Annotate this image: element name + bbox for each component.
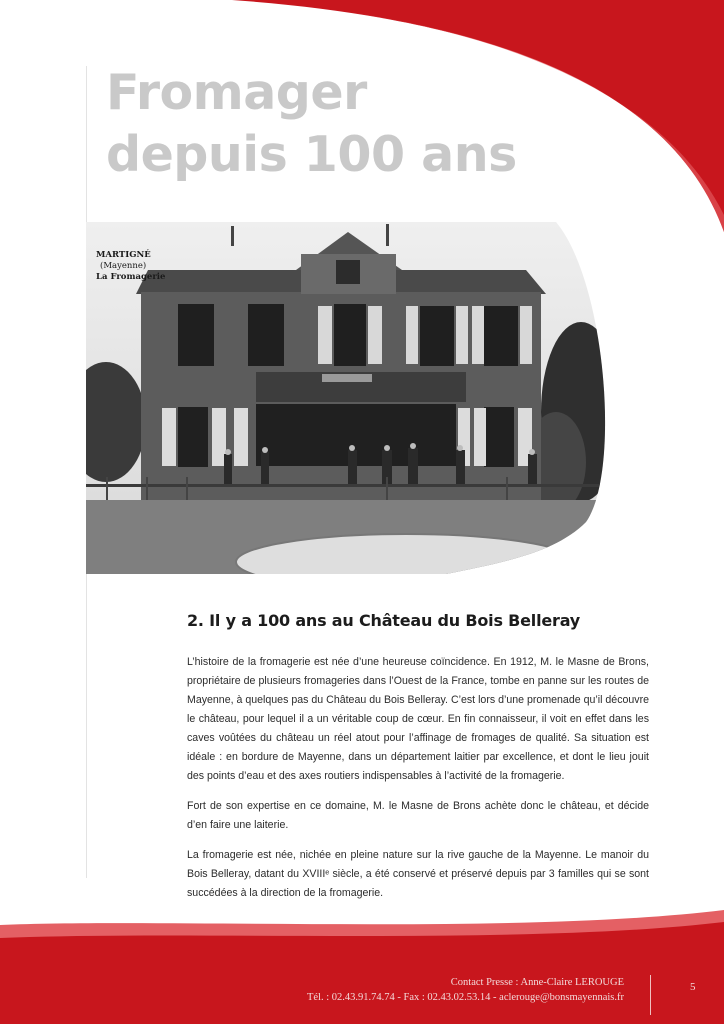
footer-divider	[650, 975, 651, 1015]
paragraph-purchase: Fort de son expertise en ce domaine, M. le Masne de Brons achète donc le château, et décide d’en faire une laiterie.	[187, 800, 649, 831]
photo-caption-region: (Mayenne)	[100, 261, 147, 271]
footer-red-band	[0, 922, 724, 1024]
paragraph-history: L’histoire de la fromagerie est née d’une heureuse coïncidence. En 1912, M. le Masne de Brons, propriétaire de plusieurs fromageries dans l’Ouest de la France, tombe en panne sur les routes de Mayenne, à quelques pas du Château du Bois Belleray. C’est lors d’une promenade qu’il découvre le château, pour lequel il a un véritable coup de cœur. En fin connaisseur, il voit en effet dans les caves voûtées du château un réel atout pour l’affinage de fromages de qualité. Sa situation est idéale : en bordure de Mayenne, dans un département laitier par excellence, et dont le lieu jouit des points d’eau et des axes routiers indispensables à l’activité de la fromagerie.	[187, 656, 649, 782]
photo-caption-subject: La Fromagerie	[96, 272, 166, 282]
page-title-line-2: depuis 100 ans	[106, 126, 517, 183]
page-title	[106, 62, 517, 186]
page-number: 5	[690, 981, 696, 993]
section-heading: 2. Il y a 100 ans au Château du Bois Belleray	[187, 611, 581, 630]
historic-chateau-photo	[86, 222, 612, 574]
paragraph-founding: La fromagerie est née, nichée en pleine nature sur la rive gauche de la Mayenne. Le manoir du Bois Belleray, datant du XVIIIᵉ siècle, a été conservé et préservé depuis par 3 familles qui se sont succédées à la direction de la fromagerie.	[187, 849, 649, 899]
contact-details: Tél. : 02.43.91.74.74 - Fax : 02.43.02.53.14 - aclerouge@bonsmayennais.fr	[306, 992, 624, 1003]
photo-caption	[96, 250, 165, 283]
page-title-line-1: Fromager	[106, 64, 367, 121]
article-body	[187, 653, 649, 914]
press-contact: Contact Presse : Anne-Claire LEROUGE	[450, 977, 624, 988]
footer-contact	[307, 975, 624, 1005]
photo-caption-place: MARTIGNÉ	[96, 250, 151, 260]
